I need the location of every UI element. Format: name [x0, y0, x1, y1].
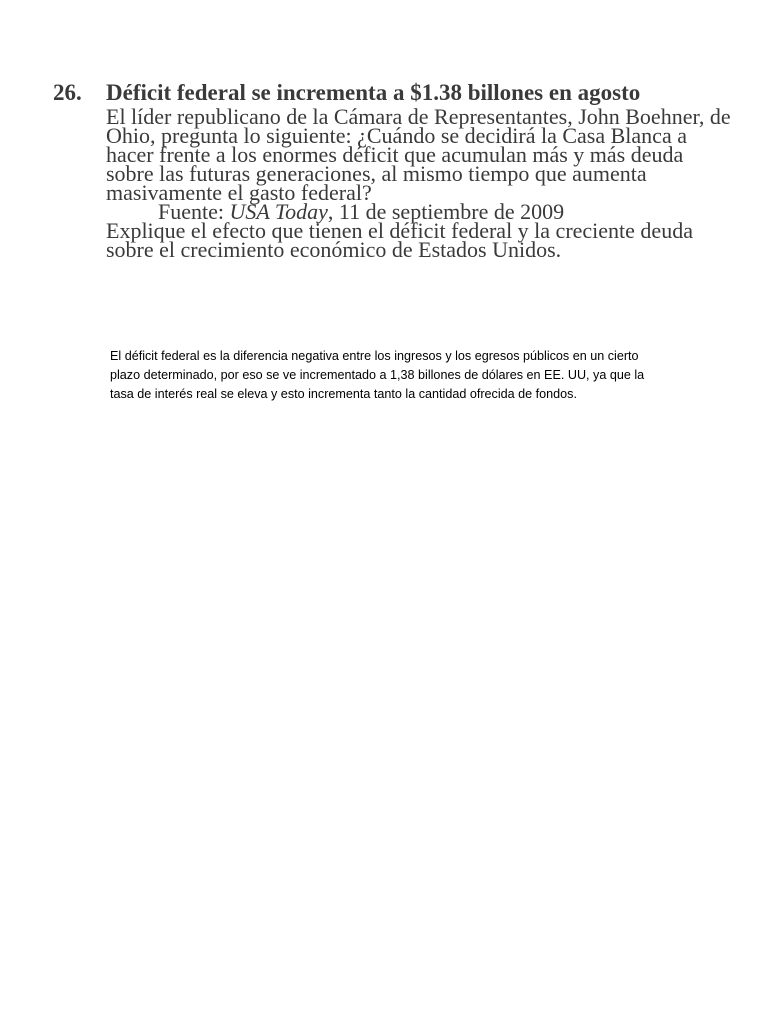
- problem-body: [106, 80, 733, 262]
- source-publication: USA Today: [229, 199, 328, 224]
- problem-block: [53, 80, 733, 262]
- source-prefix: Fuente:: [158, 199, 230, 224]
- problem-quote: El líder republicano de la Cámara de Representantes, John Boehner, de Ohio, pregunta lo siguiente: ¿Cuándo se decidirá la Casa Blanca a hacer frente a los enormes déficit que acumulan más y más deuda sobre las futuras generaciones, al mismo tiempo que aumenta masivamente el gasto federal?: [106, 104, 731, 205]
- problem-title: Déficit federal se incrementa a $1.38 billones en agosto: [106, 80, 641, 105]
- source-date: , 11 de septiembre de 2009: [327, 199, 565, 224]
- problem-header: [53, 80, 733, 262]
- problem-question: Explique el efecto que tienen el déficit federal y la creciente deuda sobre el crecimiento económico de Estados Unidos.: [106, 218, 693, 262]
- problem-number: 26.: [53, 80, 82, 105]
- answer-text: El déficit federal es la diferencia negativa entre los ingresos y los egresos públicos en un cierto plazo determinado, por eso se ve incrementado a 1,38 billones de dólares en EE. UU, ya que la tasa de interés real se eleva y esto incrementa tanto la cantidad ofrecida de fondos.: [110, 349, 645, 401]
